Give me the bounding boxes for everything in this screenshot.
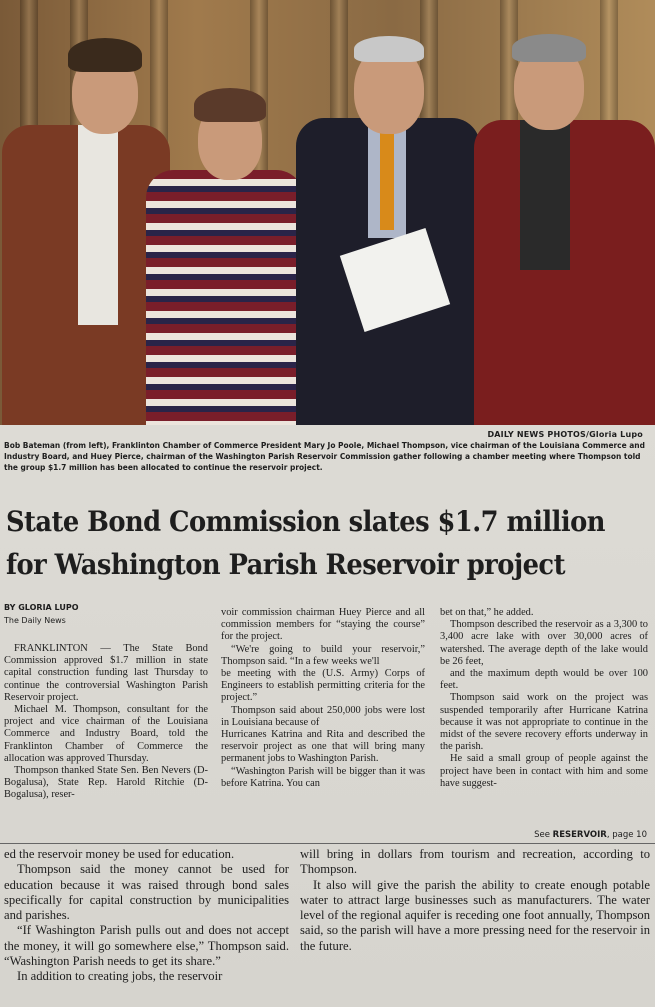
paragraph: In addition to creating jobs, the reservoir [17, 969, 223, 984]
paragraph: Thompson said work on the project was suspended temporarily after Hurricane Katrina because it was not appropriate to continue in the midst of the severe recovery efforts underway in the parish. [440, 692, 648, 753]
paragraph: “We're going to build your reservoir,” Thompson said. “In a few weeks we'll [221, 643, 425, 667]
jump-column-left [4, 847, 289, 985]
paragraph: Thompson thanked State Sen. Ben Nevers (D-Bogalusa), State Rep. Harold Ritchie (D-Bogalusa), reser- [4, 765, 208, 801]
paragraph: ed the reservoir money be used for education. [4, 847, 235, 861]
paragraph: Thompson said the money cannot be used for education because it was raised through bond sales specifically for capital construction by municipalities and parishes. [4, 862, 289, 923]
headline-line-1: State Bond Commission slates $1.7 million [6, 505, 605, 538]
continued-on-page: See RESERVOIR, page 10 [534, 830, 647, 840]
article-column-2 [221, 607, 425, 790]
paragraph: FRANKLINTON — The State Bond Commission approved $1.7 million in state capital construction funding last Thursday to continue the controversial Washington Parish Reservoir project. [4, 643, 208, 703]
paragraph: Thompson described the reservoir as a 3,300 to 3,400 acre lake with over 30,000 acres of watershed. The average depth of the lake would be 26 feet, [440, 619, 648, 667]
jump-column-right [300, 847, 650, 954]
paragraph: and the maximum depth would be over 100 feet. [440, 668, 648, 692]
paragraph: “Washington Parish will be bigger than it was before Katrina. You can [221, 765, 425, 789]
article-column-1 [4, 643, 208, 802]
paragraph: will bring in dollars from tourism and recreation, according to Thompson. [300, 847, 650, 877]
paragraph: Michael M. Thompson, consultant for the project and vice chairman of the Louisiana Commerce and Industry Board, told the Franklinton Chamber of Commerce the allocation was approved Thursday. [4, 704, 208, 764]
paragraph: be meeting with the (U.S. Army) Corps of Engineers to establish permitting criteria for the project.” [221, 668, 425, 704]
headline [6, 500, 605, 586]
jump-keyword: RESERVOIR [552, 830, 607, 840]
paragraph: Thompson said about 250,000 jobs were lost in Louisiana because of [221, 704, 425, 728]
byline: BY GLORIA LUPO [4, 603, 79, 612]
paragraph: It also will give the parish the ability to create enough potable water to attract large businesses such as manufacturers. The water level of the regional aquifer is receding one foot annually, Thompson said, so the parish will have a more pressing need for the reservoir in the future. [300, 877, 650, 953]
photo-caption: Bob Bateman (from left), Franklinton Chamber of Commerce President Mary Jo Poole, Michael Thompson, vice chairman of the Louisiana Commerce and Industry Board, and Huey Pierce, chairman of the Washington Parish Reservoir Commission gather following a chamber meeting where Thompson told the group $1.7 million has been allocated to continue the reservoir project. [4, 440, 645, 472]
paragraph: He said a small group of people against the project have been in contact with him and some have suggest- [440, 753, 648, 789]
headline-line-2: for Washington Parish Reservoir project [6, 548, 565, 581]
paragraph: voir commission chairman Huey Pierce and all commission members for “staying the course” for the project. [221, 607, 425, 643]
paragraph: bet on that,” he added. [440, 607, 534, 618]
paragraph: Hurricanes Katrina and Rita and described the reservoir project as one that will bring many permanent jobs to Washington Parish. [221, 729, 425, 765]
news-photo [0, 0, 655, 425]
source-label: The Daily News [4, 616, 66, 625]
paragraph: “If Washington Parish pulls out and does not accept the money, it will go somewhere else,” Thompson said. “Washington Parish needs to get its share.” [4, 923, 289, 969]
article-column-3 [440, 607, 648, 790]
photo-credit: DAILY NEWS PHOTOS/Gloria Lupo [487, 430, 643, 439]
clipping-divider [0, 843, 655, 844]
